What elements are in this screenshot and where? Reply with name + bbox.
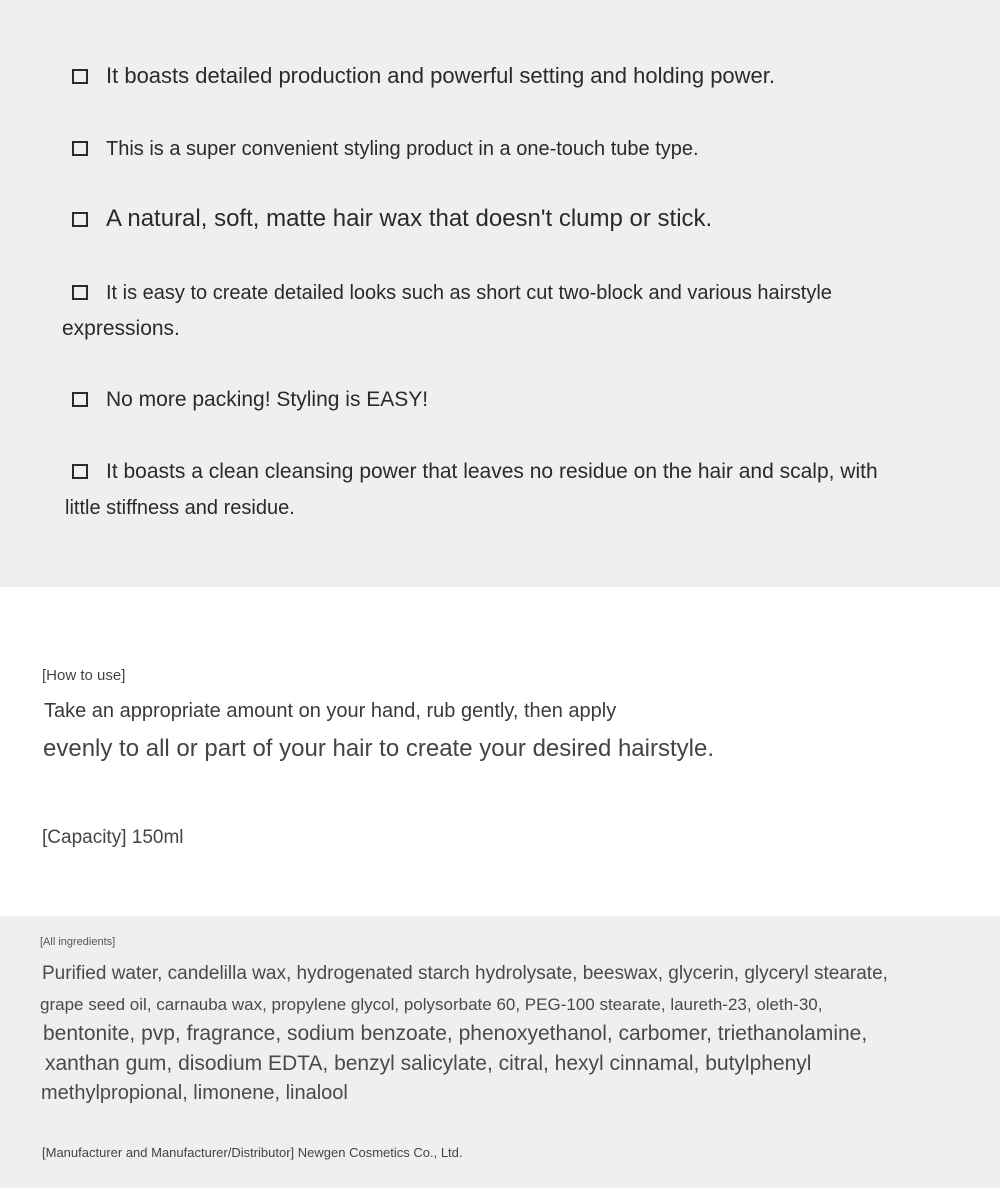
features-section <box>0 0 1000 587</box>
ingredients-section <box>0 916 1000 1188</box>
feature-text: No more packing! Styling is EASY! <box>106 388 429 411</box>
feature-item <box>72 382 428 418</box>
feature-text: It boasts detailed production and powerful setting and holding power. <box>106 63 776 88</box>
feature-text: It is easy to create detailed looks such as short cut two-block and various hairstyle <box>106 282 832 304</box>
how-to-use-text: Take an appropriate amount on your hand, rub gently, then apply <box>44 700 617 722</box>
feature-text-continuation: little stiffness and residue. <box>65 497 295 519</box>
ingredients-line: methylpropional, limonene, linalool <box>41 1082 348 1104</box>
checkbox-square-icon <box>72 69 88 84</box>
ingredients-line: xanthan gum, disodium EDTA, benzyl salicylate, citral, hexyl cinnamal, butylphenyl <box>45 1052 812 1075</box>
checkbox-square-icon <box>72 464 88 479</box>
how-to-use-label: [How to use] <box>42 667 126 684</box>
manufacturer-text: [Manufacturer and Manufacturer/Distributor] Newgen Cosmetics Co., Ltd. <box>42 1145 463 1160</box>
ingredients-line: grape seed oil, carnauba wax, propylene glycol, polysorbate 60, PEG-100 stearate, laureth-23, oleth-30, <box>40 995 823 1014</box>
feature-text-continuation: expressions. <box>62 317 180 340</box>
feature-item <box>72 131 699 167</box>
ingredients-line: bentonite, pvp, fragrance, sodium benzoate, phenoxyethanol, carbomer, triethanolamine, <box>43 1022 868 1045</box>
checkbox-square-icon <box>72 392 88 407</box>
ingredients-line: Purified water, candelilla wax, hydrogenated starch hydrolysate, beeswax, glycerin, glyceryl stearate, <box>42 963 888 984</box>
how-to-use-text: evenly to all or part of your hair to create your desired hairstyle. <box>43 735 714 762</box>
feature-text: A natural, soft, matte hair wax that doesn't clump or stick. <box>106 205 713 232</box>
feature-text: This is a super convenient styling product in a one-touch tube type. <box>106 138 699 160</box>
feature-item <box>72 201 712 237</box>
feature-item <box>72 58 775 94</box>
feature-item <box>72 454 878 490</box>
checkbox-square-icon <box>72 141 88 156</box>
feature-item <box>72 275 832 311</box>
checkbox-square-icon <box>72 212 88 227</box>
usage-section <box>0 587 1000 916</box>
checkbox-square-icon <box>72 285 88 300</box>
ingredients-label: [All ingredients] <box>40 936 116 948</box>
feature-text: It boasts a clean cleansing power that leaves no residue on the hair and scalp, with <box>106 460 878 483</box>
capacity-text: [Capacity] 150ml <box>42 827 184 848</box>
